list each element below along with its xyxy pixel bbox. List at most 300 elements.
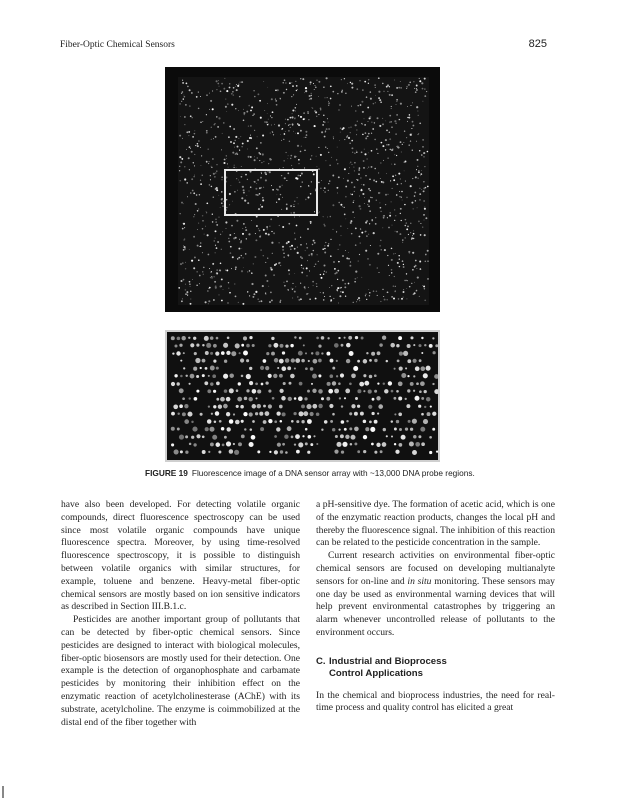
overview-dot bbox=[406, 298, 407, 299]
zoom-dot bbox=[368, 405, 372, 409]
overview-dot bbox=[388, 144, 389, 145]
zoom-dot bbox=[182, 397, 185, 400]
overview-dot bbox=[389, 132, 391, 134]
overview-dot bbox=[404, 171, 405, 172]
zoom-dot bbox=[365, 427, 369, 431]
zoom-dot bbox=[316, 413, 320, 417]
zoom-dot bbox=[329, 404, 333, 408]
overview-dot bbox=[315, 85, 316, 86]
overview-dot bbox=[284, 133, 286, 135]
left-paragraph-1: have also been developed. For detecting volatile organic compounds, direct fluorescence spectroscopy can be used since most volatile organic compounds have unique fluorescence spectra. Moreover, by using time-resolved fluorescence spectroscopy, it is possible to distinguish between volatile organics with similar structures, for example, toluene and benzene. Heavy-metal fiber-optic chemical sensors are mostly based on ion sensitive indicators as described in Section III.B.1.c. bbox=[61, 499, 300, 613]
zoom-dot bbox=[284, 435, 288, 439]
overview-dot bbox=[186, 83, 188, 85]
overview-dot bbox=[341, 79, 342, 80]
overview-dot bbox=[365, 295, 366, 296]
overview-dot bbox=[320, 274, 321, 275]
overview-dot bbox=[292, 109, 294, 111]
overview-dot bbox=[342, 255, 344, 257]
overview-dot bbox=[382, 123, 384, 125]
overview-dot bbox=[225, 106, 227, 108]
overview-dot bbox=[412, 235, 413, 236]
overview-dot bbox=[331, 157, 332, 158]
overview-dot bbox=[409, 82, 411, 84]
overview-dot bbox=[409, 114, 411, 116]
overview-dot bbox=[199, 246, 200, 247]
overview-dot bbox=[255, 291, 257, 293]
overview-dot bbox=[237, 146, 239, 148]
overview-dot bbox=[323, 224, 325, 226]
zoom-dot bbox=[226, 397, 231, 402]
zoom-dot bbox=[394, 428, 397, 431]
overview-dot bbox=[359, 205, 361, 207]
overview-dot bbox=[308, 287, 309, 288]
overview-dot bbox=[238, 257, 240, 259]
zoom-dot bbox=[349, 351, 354, 356]
zoom-dot bbox=[394, 368, 396, 370]
zoom-dot bbox=[235, 343, 240, 348]
overview-dot bbox=[257, 194, 259, 196]
overview-dot bbox=[394, 276, 395, 277]
overview-dot bbox=[217, 241, 219, 243]
zoom-dot bbox=[207, 419, 212, 424]
overview-dot bbox=[325, 160, 326, 161]
overview-dot bbox=[355, 271, 357, 273]
overview-dot bbox=[350, 220, 352, 222]
overview-dot bbox=[265, 293, 266, 294]
overview-dot bbox=[372, 128, 374, 130]
overview-dot bbox=[188, 131, 190, 133]
overview-dot bbox=[348, 127, 349, 128]
overview-dot bbox=[382, 145, 384, 147]
overview-dot bbox=[270, 218, 272, 220]
overview-dot bbox=[422, 139, 424, 141]
overview-dot bbox=[366, 96, 368, 98]
overview-dot bbox=[306, 275, 307, 276]
figure-caption bbox=[145, 468, 505, 478]
zoom-dot bbox=[222, 444, 225, 447]
overview-dot bbox=[246, 195, 247, 196]
zoom-dot bbox=[371, 412, 374, 415]
overview-dot bbox=[209, 93, 210, 94]
overview-dot bbox=[309, 271, 310, 272]
overview-dot bbox=[197, 245, 199, 247]
overview-dot bbox=[213, 138, 214, 139]
overview-dot bbox=[279, 186, 281, 188]
overview-dot bbox=[302, 182, 303, 183]
overview-dot bbox=[271, 185, 272, 186]
overview-dot bbox=[349, 137, 350, 138]
overview-dot bbox=[323, 190, 324, 191]
figure-caption-text: Fluorescence image of a DNA sensor array with ~13,000 DNA probe regions. bbox=[191, 468, 475, 478]
overview-dot bbox=[307, 113, 308, 114]
overview-dot bbox=[333, 138, 334, 139]
overview-dot bbox=[353, 302, 354, 303]
overview-dot bbox=[211, 127, 212, 128]
overview-dot bbox=[191, 92, 192, 93]
overview-dot bbox=[243, 109, 244, 110]
overview-dot bbox=[272, 253, 273, 254]
zoom-dot bbox=[246, 374, 251, 379]
overview-dot bbox=[250, 125, 252, 127]
zoom-dot bbox=[255, 412, 258, 415]
zoom-dot bbox=[427, 412, 431, 416]
zoom-dot bbox=[179, 404, 183, 408]
overview-dot bbox=[340, 128, 341, 129]
zoom-dot bbox=[408, 420, 411, 423]
overview-dot bbox=[311, 155, 312, 156]
zoom-dot bbox=[371, 352, 375, 356]
overview-dot bbox=[193, 236, 195, 238]
overview-dot bbox=[344, 214, 346, 216]
overview-dot bbox=[422, 227, 423, 228]
zoom-dot bbox=[192, 427, 197, 432]
overview-dot bbox=[270, 133, 271, 134]
overview-dot bbox=[300, 186, 301, 187]
overview-dot bbox=[359, 80, 360, 81]
overview-dot bbox=[215, 287, 217, 289]
overview-dot bbox=[236, 84, 237, 85]
zoom-dot bbox=[318, 389, 323, 394]
zoom-dot bbox=[334, 450, 338, 454]
overview-dot bbox=[263, 187, 264, 188]
overview-dot bbox=[246, 111, 248, 113]
zoom-dot bbox=[279, 374, 283, 378]
zoom-dot bbox=[318, 344, 321, 347]
overview-dot bbox=[375, 217, 376, 218]
overview-dot bbox=[403, 142, 404, 143]
overview-dot bbox=[368, 199, 370, 201]
overview-dot bbox=[386, 86, 388, 88]
overview-dot bbox=[273, 232, 275, 234]
zoom-dot bbox=[419, 359, 422, 362]
overview-dot bbox=[184, 238, 185, 239]
zoom-dot bbox=[205, 351, 209, 355]
overview-dot bbox=[408, 234, 409, 235]
zoom-dot bbox=[338, 337, 340, 339]
overview-dot bbox=[424, 78, 426, 80]
overview-dot bbox=[300, 283, 301, 284]
overview-dot bbox=[360, 104, 362, 106]
overview-dot bbox=[231, 185, 232, 186]
overview-dot bbox=[202, 215, 203, 216]
overview-dot bbox=[417, 178, 418, 179]
overview-dot bbox=[410, 232, 411, 233]
overview-dot bbox=[424, 288, 425, 289]
zoom-dot bbox=[263, 405, 266, 408]
overview-dot bbox=[365, 137, 367, 139]
overview-dot bbox=[360, 243, 361, 244]
zoom-dot bbox=[171, 382, 175, 386]
overview-dot bbox=[362, 89, 363, 90]
overview-dot bbox=[422, 146, 423, 147]
overview-dot bbox=[310, 193, 312, 195]
overview-dot bbox=[263, 255, 264, 256]
overview-dot bbox=[243, 267, 244, 268]
overview-dot bbox=[423, 285, 425, 287]
overview-dot bbox=[195, 145, 196, 146]
overview-dot bbox=[337, 147, 338, 148]
overview-dot bbox=[288, 255, 289, 256]
overview-dot bbox=[226, 228, 227, 229]
overview-dot bbox=[353, 167, 354, 168]
overview-dot bbox=[360, 208, 362, 210]
zoom-dot bbox=[210, 352, 213, 355]
overview-dot bbox=[213, 196, 214, 197]
overview-dot bbox=[273, 274, 275, 276]
overview-dot bbox=[390, 212, 391, 213]
zoom-dot bbox=[363, 390, 365, 392]
overview-dot bbox=[278, 124, 280, 126]
zoom-dot bbox=[299, 411, 304, 416]
overview-dot bbox=[406, 288, 407, 289]
overview-dot bbox=[407, 106, 408, 107]
overview-dot bbox=[384, 299, 386, 301]
overview-dot bbox=[345, 219, 346, 220]
overview-dot bbox=[358, 297, 360, 299]
overview-dot bbox=[259, 301, 260, 302]
overview-dot bbox=[278, 242, 279, 243]
zoom-dot bbox=[429, 451, 432, 454]
overview-dot bbox=[195, 203, 197, 205]
overview-dot bbox=[182, 91, 184, 93]
zoom-dot bbox=[313, 359, 318, 364]
zoom-dot bbox=[271, 337, 274, 340]
overview-dot bbox=[292, 113, 293, 114]
overview-dot bbox=[352, 211, 353, 212]
overview-dot bbox=[212, 263, 214, 265]
overview-dot bbox=[297, 89, 298, 90]
overview-dot bbox=[399, 233, 401, 235]
zoom-dot bbox=[210, 442, 214, 446]
overview-dot bbox=[236, 167, 237, 168]
overview-dot bbox=[243, 223, 245, 225]
overview-dot bbox=[402, 260, 404, 262]
overview-dot bbox=[419, 296, 420, 297]
zoom-dot bbox=[426, 397, 430, 401]
overview-dot bbox=[229, 87, 231, 89]
running-head: Fiber-Optic Chemical Sensors bbox=[60, 40, 175, 50]
overview-dot bbox=[300, 298, 302, 300]
overview-dot bbox=[354, 186, 356, 188]
overview-dot bbox=[241, 166, 242, 167]
overview-dot bbox=[279, 225, 280, 226]
zoom-dot bbox=[303, 344, 305, 346]
overview-dot bbox=[310, 158, 311, 159]
overview-dot bbox=[262, 134, 264, 136]
zoom-dot bbox=[240, 358, 244, 362]
overview-dot bbox=[389, 215, 391, 217]
overview-dot bbox=[409, 286, 411, 288]
zoom-dot bbox=[265, 411, 270, 416]
overview-dot bbox=[380, 101, 382, 103]
overview-dot bbox=[228, 241, 230, 243]
overview-dot bbox=[179, 156, 181, 158]
zoom-dot bbox=[432, 337, 434, 339]
overview-dot bbox=[239, 239, 240, 240]
overview-dot bbox=[211, 271, 212, 272]
overview-dot bbox=[357, 121, 358, 122]
overview-dot bbox=[184, 248, 186, 250]
zoom-dot bbox=[200, 367, 202, 369]
zoom-dot bbox=[363, 420, 367, 424]
overview-dot bbox=[216, 269, 218, 271]
overview-dot bbox=[371, 166, 373, 168]
overview-dot bbox=[408, 251, 410, 253]
zoom-dot bbox=[196, 375, 199, 378]
overview-dot bbox=[388, 227, 390, 229]
overview-dot bbox=[182, 82, 184, 84]
overview-dot bbox=[306, 267, 308, 269]
overview-dot bbox=[322, 124, 324, 126]
zoom-dot bbox=[386, 360, 388, 362]
overview-dot bbox=[288, 155, 289, 156]
overview-dot bbox=[190, 291, 191, 292]
overview-dot bbox=[269, 301, 271, 303]
overview-dot bbox=[236, 220, 238, 222]
overview-dot bbox=[347, 135, 348, 136]
overview-dot bbox=[345, 93, 346, 94]
zoom-dot bbox=[308, 360, 310, 362]
zoom-dot bbox=[412, 419, 417, 424]
zoom-dot bbox=[184, 404, 188, 408]
overview-dot bbox=[422, 101, 423, 102]
overview-dot bbox=[183, 246, 185, 248]
overview-dot bbox=[182, 298, 183, 299]
overview-dot bbox=[373, 290, 375, 292]
zoom-dot bbox=[214, 420, 217, 423]
zoom-dot bbox=[282, 351, 285, 354]
overview-dot bbox=[390, 149, 392, 151]
overview-dot bbox=[390, 180, 391, 181]
overview-dot bbox=[385, 204, 386, 205]
zoom-dot bbox=[346, 343, 351, 348]
overview-dot bbox=[345, 296, 346, 297]
overview-dot bbox=[266, 280, 268, 282]
overview-dot bbox=[194, 214, 195, 215]
zoom-dot bbox=[274, 435, 277, 438]
overview-dot bbox=[300, 237, 301, 238]
zoom-dot bbox=[344, 337, 346, 339]
overview-dot bbox=[277, 89, 279, 91]
overview-dot bbox=[369, 210, 370, 211]
zoom-dot bbox=[193, 443, 196, 446]
overview-dot bbox=[301, 267, 302, 268]
zoom-dot bbox=[415, 442, 420, 447]
overview-dot bbox=[311, 93, 312, 94]
overview-dot bbox=[243, 120, 245, 122]
overview-dot bbox=[283, 167, 284, 168]
zoom-dot bbox=[294, 443, 296, 445]
zoom-dot bbox=[407, 344, 411, 348]
overview-dot bbox=[351, 233, 353, 235]
overview-dot bbox=[274, 124, 275, 125]
zoom-dot bbox=[353, 366, 358, 371]
zoom-dot bbox=[398, 336, 402, 340]
overview-dot bbox=[248, 156, 250, 158]
zoom-dot bbox=[327, 382, 331, 386]
overview-dot bbox=[180, 213, 181, 214]
overview-dot bbox=[229, 234, 231, 236]
overview-dot bbox=[264, 121, 265, 122]
overview-dot bbox=[255, 239, 257, 241]
overview-dot bbox=[273, 134, 274, 135]
overview-dot bbox=[355, 278, 357, 280]
zoom-dot bbox=[393, 397, 396, 400]
zoom-dot bbox=[321, 336, 325, 340]
overview-dot bbox=[397, 184, 399, 186]
overview-dot bbox=[403, 297, 404, 298]
overview-dot bbox=[400, 141, 402, 143]
zoom-dot bbox=[279, 359, 284, 364]
zoom-dot bbox=[208, 375, 210, 377]
zoom-dot bbox=[413, 435, 417, 439]
overview-dot bbox=[404, 130, 405, 131]
overview-dot bbox=[323, 87, 324, 88]
overview-dot bbox=[226, 199, 227, 200]
overview-dot bbox=[304, 137, 305, 138]
overview-dot bbox=[216, 80, 218, 82]
overview-dot bbox=[336, 289, 338, 291]
overview-dot bbox=[355, 124, 357, 126]
overview-dot bbox=[255, 188, 257, 190]
overview-dot bbox=[400, 81, 401, 82]
overview-dot bbox=[251, 220, 252, 221]
overview-dot bbox=[368, 206, 369, 207]
overview-dot bbox=[344, 207, 345, 208]
overview-dot bbox=[377, 153, 378, 154]
overview-dot bbox=[304, 286, 306, 288]
overview-dot bbox=[217, 83, 219, 85]
overview-dot bbox=[320, 109, 321, 110]
zoom-dot bbox=[429, 436, 432, 439]
overview-dot bbox=[298, 115, 299, 116]
zoom-dot bbox=[299, 337, 302, 340]
zoom-dot bbox=[344, 397, 346, 399]
zoom-dot bbox=[364, 381, 369, 386]
overview-dot bbox=[330, 85, 332, 87]
overview-dot bbox=[281, 140, 282, 141]
zoom-dot bbox=[316, 337, 319, 340]
overview-dot bbox=[313, 240, 315, 242]
overview-dot bbox=[209, 161, 210, 162]
overview-dot bbox=[324, 296, 325, 297]
overview-dot bbox=[304, 92, 305, 93]
zoom-dot bbox=[268, 390, 271, 393]
zoom-dot bbox=[332, 367, 335, 370]
overview-dot bbox=[361, 232, 363, 234]
zoom-dot bbox=[218, 405, 222, 409]
overview-dot bbox=[229, 204, 230, 205]
zoom-dot bbox=[423, 373, 428, 378]
zoom-dot bbox=[257, 404, 261, 408]
overview-dot bbox=[264, 172, 266, 174]
overview-dot bbox=[259, 100, 261, 102]
overview-dot bbox=[221, 278, 223, 280]
overview-dot bbox=[297, 296, 298, 297]
zoom-dot bbox=[346, 359, 350, 363]
overview-dot bbox=[321, 277, 323, 279]
overview-dot bbox=[417, 166, 418, 167]
overview-dot bbox=[376, 200, 377, 201]
zoom-dot bbox=[357, 360, 360, 363]
overview-dot bbox=[391, 164, 392, 165]
overview-dot bbox=[332, 175, 334, 177]
zoom-dot bbox=[318, 404, 322, 408]
overview-dot bbox=[232, 256, 234, 258]
overview-dot bbox=[417, 159, 419, 161]
overview-dot bbox=[285, 152, 286, 153]
overview-dot bbox=[205, 301, 207, 303]
